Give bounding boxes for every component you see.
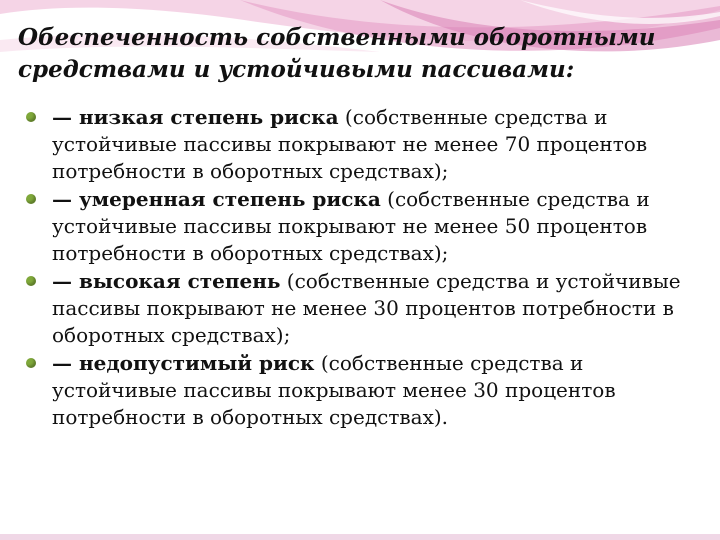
list-item <box>20 104 700 185</box>
item-heading: — низкая степень риска <box>52 105 339 129</box>
bullet-dot-icon <box>26 194 36 204</box>
slide-title: Обеспеченность собственными оборотными средствами и устойчивыми пассивами: <box>18 24 656 83</box>
list-item <box>20 268 700 349</box>
list-item <box>20 350 700 431</box>
item-text: (собственные средства и устойчивые пассивы покрывают не менее 30 процентов потребности в оборотных средствах); <box>52 269 681 347</box>
bullet-dot-icon <box>26 112 36 122</box>
item-heading: — умеренная степень риска <box>52 187 381 211</box>
bullet-list <box>20 104 700 432</box>
list-item <box>20 186 700 267</box>
item-heading: — высокая степень <box>52 269 281 293</box>
item-text: (собственные средства и устойчивые пассивы покрывают не менее 70 процентов потребности в оборотных средствах); <box>52 105 648 183</box>
item-text: (собственные средства и устойчивые пассивы покрывают не менее 50 процентов потребности в оборотных средствах); <box>52 187 650 265</box>
item-heading: — недопустимый риск <box>52 351 315 375</box>
bullet-dot-icon <box>26 358 36 368</box>
bullet-dot-icon <box>26 276 36 286</box>
item-text: (собственные средства и устойчивые пассивы покрывают менее 30 процентов потребности в оборотных средствах). <box>52 351 616 429</box>
